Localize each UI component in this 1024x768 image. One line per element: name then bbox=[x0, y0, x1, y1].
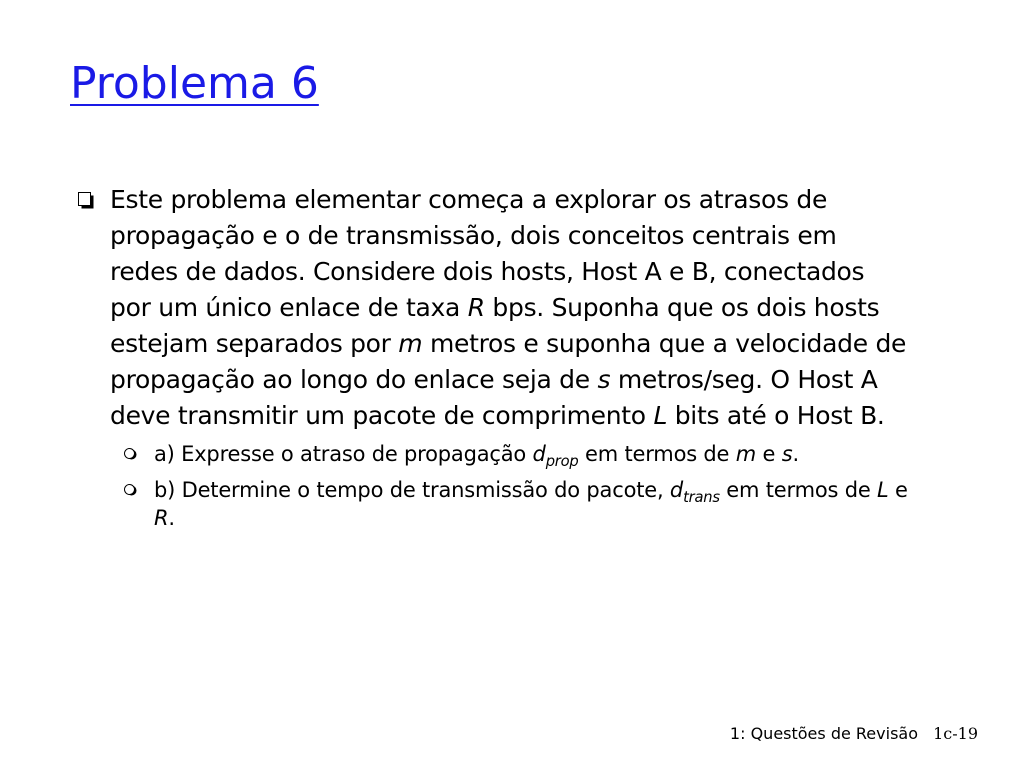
footer-page-number: 1c-19 bbox=[933, 724, 978, 743]
sub-bullet-list bbox=[70, 440, 910, 532]
box-bullet-icon bbox=[78, 192, 91, 206]
sub-a-text-1: a) Expresse o atraso de propagação bbox=[154, 442, 533, 466]
sub-b-var-R: R bbox=[154, 506, 169, 530]
sub-b-text-1: b) Determine o tempo de transmissão do pacote, bbox=[154, 478, 670, 502]
sub-a-text-4: . bbox=[792, 442, 799, 466]
sub-b-text-4: . bbox=[168, 506, 175, 530]
sub-a-text-2: em termos de bbox=[578, 442, 736, 466]
sub-a-text-3: e bbox=[756, 442, 782, 466]
slide-content bbox=[70, 182, 910, 540]
circle-bullet-icon bbox=[124, 484, 135, 495]
sub-b-var-L: L bbox=[877, 478, 889, 502]
variable-L: L bbox=[653, 401, 668, 430]
sub-a-var-m: m bbox=[735, 442, 757, 466]
sub-bullet-b bbox=[70, 476, 910, 532]
main-bullet-paragraph bbox=[70, 182, 910, 434]
main-text-part-4: metros/seg. O Host A deve transmitir um pacote de comprimento bbox=[110, 365, 878, 430]
main-text-part-3: metros e suponha que a velocidade de propagação ao longo do enlace seja de bbox=[110, 329, 907, 394]
sub-b-text-3: e bbox=[888, 478, 908, 502]
main-text-part-1: Este problema elementar começa a explorar os atrasos de propagação e o de transmissão, dois conceitos centrais em redes de dados. Considere dois hosts, Host A e B, conectados por um único enlace de taxa bbox=[110, 185, 865, 322]
circle-bullet-icon bbox=[124, 448, 135, 459]
variable-s: s bbox=[597, 365, 611, 394]
slide-title: Problema 6 bbox=[70, 58, 319, 109]
main-text-part-5: bits até o Host B. bbox=[667, 401, 885, 430]
sub-a-var-d: d bbox=[532, 442, 546, 466]
variable-m: m bbox=[398, 329, 423, 358]
sub-b-var-d: d bbox=[669, 478, 684, 502]
footer-chapter-label: 1: Questões de Revisão bbox=[729, 724, 918, 743]
main-text-part-2: bps. Suponha que os dois hosts estejam separados por bbox=[110, 293, 880, 358]
sub-b-text-2: em termos de bbox=[719, 478, 878, 502]
sub-a-subscript: prop bbox=[545, 453, 579, 471]
sub-bullet-a bbox=[70, 440, 910, 471]
sub-b-subscript: trans bbox=[683, 489, 720, 507]
sub-a-var-s: s bbox=[781, 442, 793, 466]
variable-R: R bbox=[467, 293, 485, 322]
